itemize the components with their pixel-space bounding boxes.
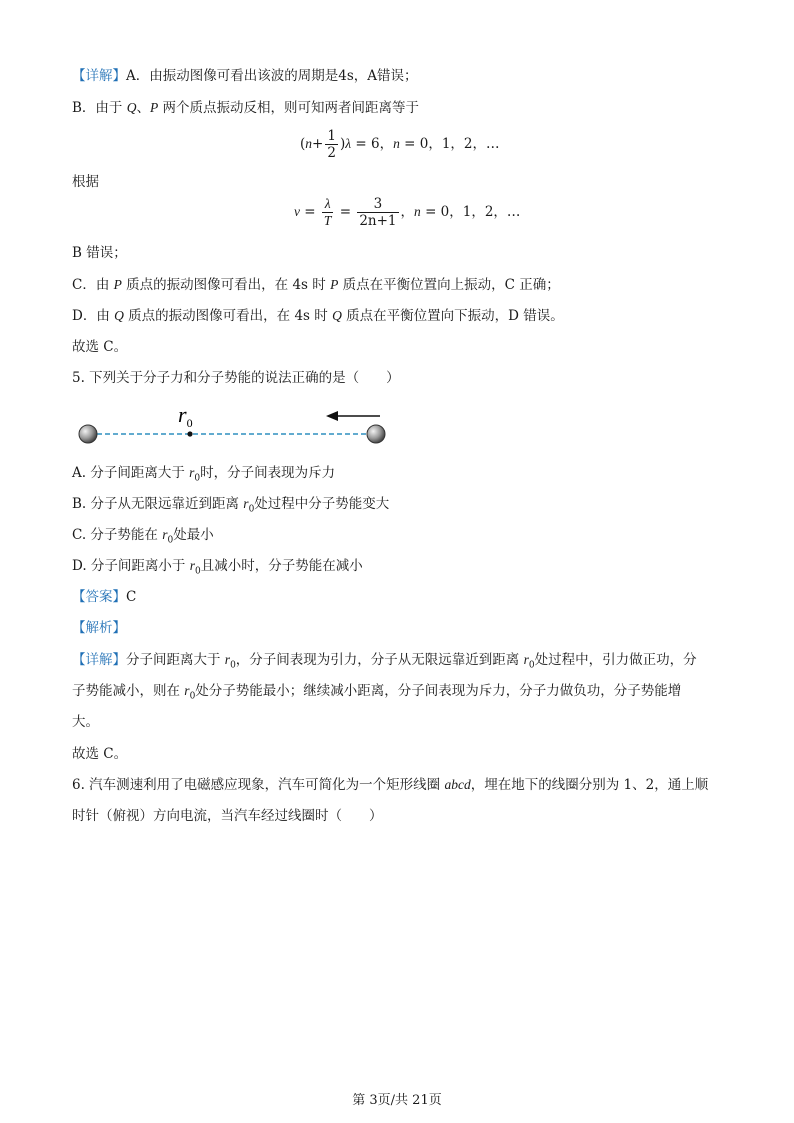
q5-stem: 5. 下列关于分子力和分子势能的说法正确的是（ ） <box>72 370 400 386</box>
q5-detail-line1: 【详解】分子间距离大于 $r_0$，分子间表现为引力，分子从无限远靠近到距离 $r_0$处过程中，引力做正功，分 <box>72 652 697 671</box>
q5-option-b[interactable]: B. 分子从无限远靠近到距离 $r_0$处过程中分子势能变大 <box>72 496 390 515</box>
equation-wavelength: (n+ $\frac{1}{2}$ )λ = 6，n = 0，1，2，… <box>300 128 500 161</box>
q4-detail-c: C．由 P 质点的振动图像可看出，在 4s 时 P 质点在平衡位置向上振动，C 正确； <box>72 277 560 293</box>
q4-conclusion: 故选 C。 <box>72 339 128 355</box>
q5-detail-line3: 大。 <box>72 714 99 730</box>
molecule-left <box>79 425 97 443</box>
q5-conclusion: 故选 C。 <box>72 746 128 762</box>
molecule-right <box>367 425 385 443</box>
q4-b-wrong: B 错误； <box>72 245 127 261</box>
r0-point <box>187 431 192 436</box>
page-footer: 第 3页/共 21页 <box>352 1093 442 1108</box>
q4-detail-b: B．由于 Q、P 两个质点振动反相，则可知两者间距离等于 <box>72 100 420 116</box>
q5-answer: 【答案】C <box>72 589 137 605</box>
q4-detail-d: D．由 Q 质点的振动图像可看出，在 4s 时 Q 质点在平衡位置向下振动，D 错误。 <box>72 308 564 324</box>
r0-label: $r_0$ <box>178 402 193 430</box>
q5-option-d[interactable]: D. 分子间距离小于 $r_0$且减小时，分子势能在减小 <box>72 558 363 577</box>
q5-option-c[interactable]: C. 分子势能在 $r_0$处最小 <box>72 527 214 546</box>
detail-tag: 【详解】 <box>72 652 126 668</box>
detail-tag: 【详解】 <box>72 68 126 84</box>
q5-detail-line2: 子势能减小，则在 $r_0$处分子势能最小；继续减小距离，分子间表现为斥力，分子力做负功，分子势能增 <box>72 683 682 702</box>
q5-option-a[interactable]: A. 分子间距离大于 $r_0$时，分子间表现为斥力 <box>72 465 336 484</box>
q4-detail-a: 【详解】A．由振动图像可看出该波的周期是4s，A错误； <box>72 68 418 84</box>
arrow-head-icon <box>326 411 338 421</box>
answer-tag: 【答案】 <box>72 589 126 605</box>
q5-figure <box>70 400 400 450</box>
q4-text-according: 根据 <box>72 174 99 190</box>
q6-stem-line2: 时针（俯视）方向电流，当汽车经过线圈时（ ） <box>72 808 383 824</box>
q6-stem-line1: 6. 汽车测速利用了电磁感应现象，汽车可简化为一个矩形线圈 abcd，埋在地下的线圈分别为 1、2，通上顺 <box>72 777 709 793</box>
q5-analysis-tag: 【解析】 <box>72 620 126 636</box>
equation-velocity: v = $\frac{\lambda}{T}$ = $\frac{3}{2n+1}$ ，n = 0，1，2，… <box>294 196 521 229</box>
